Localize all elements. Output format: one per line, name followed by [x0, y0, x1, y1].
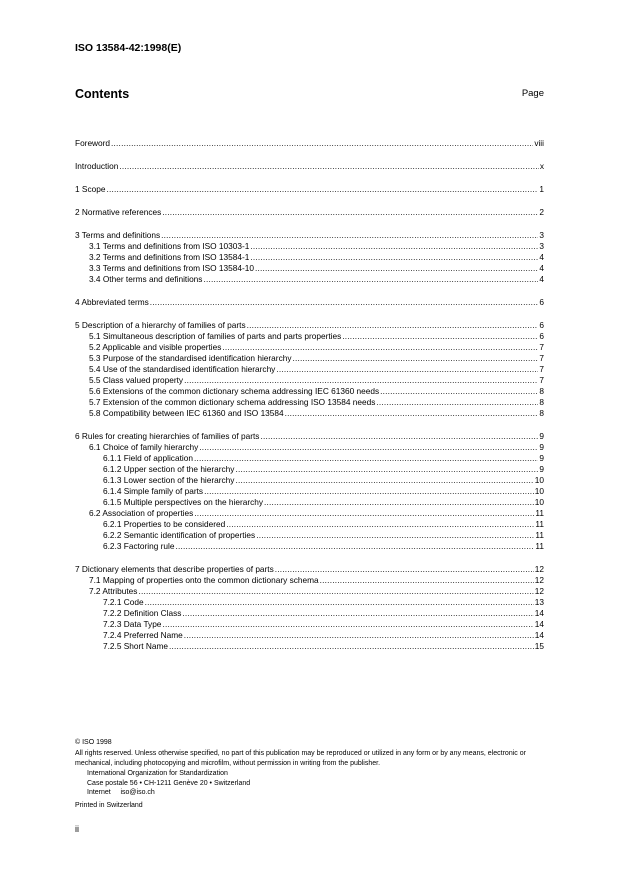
toc-dot-leader [162, 207, 538, 218]
toc-dot-leader [203, 274, 538, 285]
organization-name: International Organization for Standardization [87, 770, 228, 778]
toc-entry-page: 11 [535, 530, 544, 540]
toc-entry-page: 8 [539, 408, 544, 418]
toc-entry-title: 5.4 Use of the standardised identification hierarchy [89, 364, 276, 374]
toc-entry[interactable] [75, 252, 544, 263]
toc-dot-leader [235, 475, 533, 486]
copyright-line: © ISO 1998 [75, 739, 112, 746]
toc-entry[interactable] [75, 241, 544, 252]
toc-entry-title: 5.1 Simultaneous description of families of parts and parts properties [89, 331, 342, 341]
toc-entry-title: 5.5 Class valued property [89, 375, 184, 385]
toc-entry-title: 6.1.1 Field of application [103, 453, 193, 463]
toc-entry-page: 7 [539, 353, 544, 363]
toc-dot-leader [264, 497, 534, 508]
toc-entry-page: 10 [534, 497, 544, 507]
toc-entry-page: 11 [535, 519, 544, 529]
toc-entry-page: 3 [539, 241, 544, 251]
toc-entry[interactable] [75, 386, 544, 397]
toc-dot-leader [204, 486, 534, 497]
toc-entry-title: 5.7 Extension of the common dictionary schema addressing ISO 13584 needs [89, 397, 376, 407]
toc-entry-title: 7.2.1 Code [103, 597, 144, 607]
toc-entry-title: 3 Terms and definitions [75, 230, 161, 240]
toc-entry[interactable] [75, 575, 544, 586]
toc-entry-title: 7.2.4 Preferred Name [103, 630, 183, 640]
toc-entry[interactable] [75, 375, 544, 386]
page-column-label: Page [521, 88, 544, 99]
toc-dot-leader [256, 530, 534, 541]
toc-entry[interactable] [75, 353, 544, 364]
toc-entry-page: 14 [534, 608, 544, 618]
toc-entry-page: 4 [539, 274, 544, 284]
toc-entry-title: 5 Description of a hierarchy of families of parts [75, 320, 246, 330]
toc-entry[interactable] [75, 475, 544, 486]
toc-dot-leader [260, 431, 538, 442]
toc-entry-title: 6.2 Association of properties [89, 508, 194, 518]
toc-entry[interactable] [75, 630, 544, 641]
toc-entry[interactable] [75, 497, 544, 508]
toc-dot-leader [161, 230, 538, 241]
toc-dot-leader [169, 641, 534, 652]
toc-entry-title: 1 Scope [75, 184, 106, 194]
toc-entry-title: 6 Rules for creating hierarchies of families of parts [75, 431, 260, 441]
toc-entry[interactable] [75, 541, 544, 552]
organization-internet: Internet iso@iso.ch [87, 789, 155, 797]
toc-entry-page: 12 [534, 564, 544, 574]
toc-dot-leader [182, 608, 533, 619]
toc-dot-leader [222, 342, 538, 353]
toc-entry-page: 9 [539, 442, 544, 452]
toc-entry-title: 2 Normative references [75, 207, 162, 217]
toc-entry-page: viii [534, 138, 544, 148]
toc-entry-page: 14 [534, 619, 544, 629]
toc-entry-title: Foreword [75, 138, 111, 148]
toc-dot-leader [194, 508, 534, 519]
toc-entry-page: 2 [539, 207, 544, 217]
toc-dot-leader [145, 597, 534, 608]
toc-entry-title: 6.1.5 Multiple perspectives on the hierarchy [103, 497, 264, 507]
toc-entry-page: 12 [534, 575, 544, 585]
toc-entry-page: 6 [539, 297, 544, 307]
toc-entry[interactable] [75, 641, 544, 652]
toc-entry[interactable] [75, 397, 544, 408]
toc-dot-leader [276, 364, 538, 375]
toc-entry[interactable] [75, 442, 544, 453]
table-of-contents [75, 138, 544, 652]
toc-entry[interactable] [75, 364, 544, 375]
toc-entry[interactable] [75, 274, 544, 285]
toc-dot-leader [247, 320, 539, 331]
document-id: ISO 13584-42:1998(E) [75, 42, 182, 54]
toc-dot-leader [194, 453, 538, 464]
toc-entry[interactable] [75, 331, 544, 342]
toc-entry-title: 7.2.3 Data Type [103, 619, 162, 629]
toc-dot-leader [226, 519, 534, 530]
toc-entry-title: 3.1 Terms and definitions from ISO 10303-1 [89, 241, 250, 251]
toc-dot-leader [250, 252, 538, 263]
toc-entry-title: 7.2.5 Short Name [103, 641, 169, 651]
toc-entry-page: 11 [535, 541, 544, 551]
page-number: ii [75, 824, 79, 834]
toc-entry[interactable] [75, 608, 544, 619]
toc-dot-leader [184, 630, 534, 641]
printed-in: Printed in Switzerland [75, 802, 143, 810]
toc-entry-page: 7 [539, 375, 544, 385]
toc-entry-page: 13 [534, 597, 544, 607]
toc-entry-title: 3.3 Terms and definitions from ISO 13584-10 [89, 263, 254, 273]
toc-entry[interactable] [75, 342, 544, 353]
toc-dot-leader [175, 541, 534, 552]
toc-entry[interactable] [75, 207, 544, 218]
toc-entry[interactable] [75, 508, 544, 519]
toc-entry-title: 6.1 Choice of family hierarchy [89, 442, 199, 452]
toc-entry-page: 1 [539, 184, 544, 194]
toc-entry-title: 6.1.2 Upper section of the hierarchy [103, 464, 235, 474]
toc-entry-title: 7.2.2 Definition Class [103, 608, 182, 618]
toc-entry[interactable] [75, 486, 544, 497]
toc-entry-page: 7 [539, 364, 544, 374]
toc-dot-leader [138, 586, 533, 597]
toc-entry-title: 7 Dictionary elements that describe properties of parts [75, 564, 274, 574]
toc-entry-title: 6.2.1 Properties to be considered [103, 519, 226, 529]
toc-entry-page: 6 [539, 331, 544, 341]
toc-dot-leader [184, 375, 538, 386]
toc-entry[interactable] [75, 431, 544, 442]
toc-dot-leader [119, 161, 538, 172]
toc-entry-page: 3 [539, 230, 544, 240]
toc-dot-leader [199, 442, 538, 453]
toc-entry[interactable] [75, 597, 544, 608]
toc-entry[interactable] [75, 320, 544, 331]
toc-entry-page: 9 [539, 464, 544, 474]
toc-entry-page: 12 [534, 586, 544, 596]
toc-dot-leader [235, 464, 538, 475]
toc-dot-leader [150, 297, 539, 308]
toc-entry-page: 11 [535, 508, 544, 518]
toc-entry[interactable] [75, 519, 544, 530]
toc-entry-page: 8 [539, 397, 544, 407]
toc-entry-title: 3.4 Other terms and definitions [89, 274, 203, 284]
toc-entry[interactable] [75, 138, 544, 149]
toc-dot-leader [275, 564, 534, 575]
toc-dot-leader [106, 184, 538, 195]
toc-dot-leader [320, 575, 534, 586]
copyright-notice [75, 738, 545, 811]
toc-entry-page: 4 [539, 252, 544, 262]
toc-dot-leader [255, 263, 538, 274]
rights-statement: All rights reserved. Unless otherwise specified, no part of this publication may be reproduced or utilized in any form or by any means, electronic or mechanical, including photocopying and microfilm, without permission in writing from the publisher. [75, 750, 526, 767]
toc-entry-page: 8 [539, 386, 544, 396]
toc-entry[interactable] [75, 263, 544, 274]
toc-entry-title: 5.3 Purpose of the standardised identification hierarchy [89, 353, 292, 363]
toc-entry-page: 6 [539, 320, 544, 330]
toc-entry-title: 5.6 Extensions of the common dictionary schema addressing IEC 61360 needs [89, 386, 380, 396]
toc-entry[interactable] [75, 619, 544, 630]
toc-dot-leader [376, 397, 538, 408]
toc-entry-title: 3.2 Terms and definitions from ISO 13584-1 [89, 252, 250, 262]
toc-entry[interactable] [75, 564, 544, 575]
toc-entry[interactable] [75, 464, 544, 475]
toc-entry[interactable] [75, 408, 544, 419]
toc-entry-page: 9 [539, 453, 544, 463]
toc-entry-title: 7.1 Mapping of properties onto the common dictionary schema [89, 575, 319, 585]
toc-entry-title: Introduction [75, 161, 119, 171]
toc-dot-leader [285, 408, 539, 419]
toc-entry-title: 6.1.4 Simple family of parts [103, 486, 204, 496]
toc-entry-title: 6.1.3 Lower section of the hierarchy [103, 475, 235, 485]
toc-entry-page: 14 [534, 630, 544, 640]
toc-entry[interactable] [75, 230, 544, 241]
toc-entry-title: 5.8 Compatibility between IEC 61360 and ISO 13584 [89, 408, 284, 418]
toc-dot-leader [250, 241, 538, 252]
toc-dot-leader [162, 619, 533, 630]
toc-entry-page: 4 [539, 263, 544, 273]
toc-dot-leader [292, 353, 538, 364]
toc-entry-title: 6.2.2 Semantic identification of properties [103, 530, 256, 540]
toc-entry[interactable] [75, 586, 544, 597]
toc-dot-leader [342, 331, 538, 342]
organization-address: Case postale 56 • CH-1211 Genève 20 • Switzerland [87, 779, 251, 787]
toc-entry-page: 9 [539, 431, 544, 441]
toc-entry[interactable] [75, 297, 544, 308]
toc-entry-title: 6.2.3 Factoring rule [103, 541, 175, 551]
toc-entry-title: 5.2 Applicable and visible properties [89, 342, 222, 352]
toc-entry[interactable] [75, 530, 544, 541]
toc-entry[interactable] [75, 453, 544, 464]
toc-entry-title: 4 Abbreviated terms [75, 297, 149, 307]
toc-entry-page: 10 [534, 486, 544, 496]
toc-entry-page: 10 [534, 475, 544, 485]
contents-title: Contents [75, 87, 130, 101]
toc-entry-page: 15 [534, 641, 544, 651]
toc-entry[interactable] [75, 161, 544, 172]
toc-entry-page: x [539, 161, 544, 171]
toc-dot-leader [380, 386, 538, 397]
toc-entry-title: 7.2 Attributes [89, 586, 138, 596]
toc-entry[interactable] [75, 184, 544, 195]
toc-dot-leader [111, 138, 533, 149]
toc-entry-page: 7 [539, 342, 544, 352]
